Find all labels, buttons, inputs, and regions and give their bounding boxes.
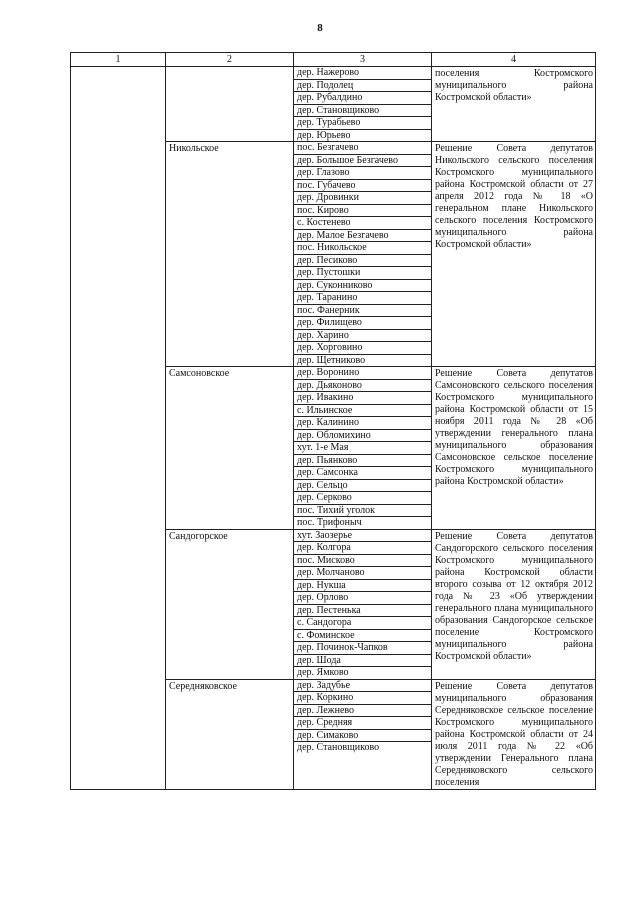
locality-item: дер. Ивакино [294,392,431,405]
locality-item: с. Фоминское [294,630,431,643]
page-number: 8 [317,22,323,34]
document-cell [432,529,596,679]
locality-item: дер. Глазово [294,167,431,180]
locality-item: с. Ильинское [294,405,431,418]
settlement-cell [166,142,294,367]
locality-item: хут. Заозерье [294,530,431,543]
locality-item: дер. Большое Безгачево [294,155,431,168]
document-text: Решение Совета депутатов Самсоновского сельского поселения Костромского муниципального района Костромской области от 15 ноября 2011 года № 28 «Об утверждении генерального плана муниципального образования Самсоновское сельское поселение Костромского муниципального района Костромской области» [435,368,593,487]
locality-item: дер. Колгора [294,542,431,555]
locality-item: дер. Дьяконово [294,380,431,393]
settlement-name: Середняковское [169,680,237,692]
document-text: поселения Костромского муниципального района Костромской области» [435,68,593,103]
locality-item: дер. Воронино [294,367,431,380]
column-header-1: 1 [71,53,166,67]
column-header-4: 4 [432,53,596,67]
localities-list [294,367,431,529]
locality-item: дер. Сельцо [294,480,431,493]
locality-item: дер. Пьянково [294,455,431,468]
locality-item: дер. Средняя [294,717,431,730]
settlement-name: Никольское [169,143,219,154]
settlements-table [70,52,596,790]
locality-item: дер. Юрьево [297,129,351,141]
locality-item: дер. Орлово [294,592,431,605]
settlement-name [166,67,293,68]
locality-item: пос. Мисково [294,555,431,568]
localities-cell [294,679,432,789]
document-text: Решение Совета депутатов муниципального образования Середняковское сельское поселение Костромского муниципального района Костромской области от 24 июля 2011 года № 22 «Об утверждении Генерального плана Середняковского сельского поселения [435,680,593,788]
locality-item: пос. Кирово [294,205,431,218]
locality-item: дер. Задубье [294,680,431,693]
locality-item: дер. Нукша [294,580,431,593]
locality-item: дер. Харино [294,330,431,343]
locality-item: пос. Трифоныч [297,517,362,528]
localities-list [294,680,431,754]
locality-item: дер. Пустошки [294,267,431,280]
localities-list [294,67,431,141]
locality-item: дер. Коркино [294,692,431,705]
table-row [71,67,596,142]
locality-item: дер. Становщиково [297,742,380,753]
locality-item: дер. Хорговино [294,342,431,355]
document-cell [432,679,596,789]
locality-item: дер. Рубалдино [294,92,431,105]
settlement-cell [166,679,294,789]
locality-item: дер. Починок-Чапков [294,642,431,655]
settlement-cell [166,367,294,530]
document-cell [432,142,596,367]
localities-cell [294,367,432,530]
localities-cell [294,142,432,367]
locality-item: дер. Шода [294,655,431,668]
localities-list [294,530,431,679]
document-text: Решение Совета депутатов Никольского сельского поселения Костромского муниципального района Костромской области от 27 апреля 2012 года № 18 «О генеральном плане Никольского сельского поселения Костромского муниципального района Костромской области» [435,143,593,250]
locality-item: дер. Суконниково [294,280,431,293]
settlement-name: Самсоновское [169,368,230,379]
locality-item: пос. Тихий уголок [294,505,431,518]
locality-item: дер. Турабьево [294,117,431,130]
locality-item: дер. Песиково [294,255,431,268]
locality-item: дер. Серково [294,492,431,505]
locality-item: хут. 1-е Мая [294,442,431,455]
locality-item: пос. Губачево [294,180,431,193]
settlement-cell [166,529,294,679]
locality-item: дер. Малое Безгачево [294,230,431,243]
row-number-cell [71,67,166,790]
locality-item: дер. Таранино [294,292,431,305]
column-header-2: 2 [166,53,294,67]
locality-item: дер. Филищево [294,317,431,330]
locality-item: с. Костенево [294,217,431,230]
locality-item: с. Сандогора [294,617,431,630]
settlement-cell [166,67,294,142]
locality-item: дер. Нажерово [294,67,431,80]
locality-item: пос. Никольское [294,242,431,255]
settlement-name: Сандогорское [169,530,228,542]
locality-item: дер. Подолец [294,80,431,93]
column-header-3: 3 [294,53,432,67]
localities-list [294,142,431,366]
locality-item: дер. Самсонка [294,467,431,480]
document-cell [432,67,596,142]
document-text: Решение Совета депутатов Сандогорского сельского поселения Костромского муниципального района Костромской области второго созыва от 12 октября 2012 года № 23 «Об утверждении генерального плана муниципального образования Сандогорское сельское поселение Костромского муниципального района Костромской области» [435,530,593,662]
localities-cell [294,529,432,679]
locality-item: дер. Обломихино [294,430,431,443]
locality-item: дер. Калинино [294,417,431,430]
locality-item: пос. Фанерник [294,305,431,318]
localities-cell [294,67,432,142]
locality-item: дер. Ямково [297,667,349,678]
locality-item: дер. Дровинки [294,192,431,205]
locality-item: дер. Пестенька [294,605,431,618]
locality-item: дер. Щетниково [297,354,366,366]
locality-item: дер. Молчаново [294,567,431,580]
locality-item: дер. Лежнево [294,705,431,718]
locality-item: пос. Безгачево [294,142,431,155]
locality-item: дер. Симаково [294,730,431,743]
document-cell [432,367,596,530]
locality-item: дер. Становщиково [294,105,431,118]
header-row [71,53,596,67]
